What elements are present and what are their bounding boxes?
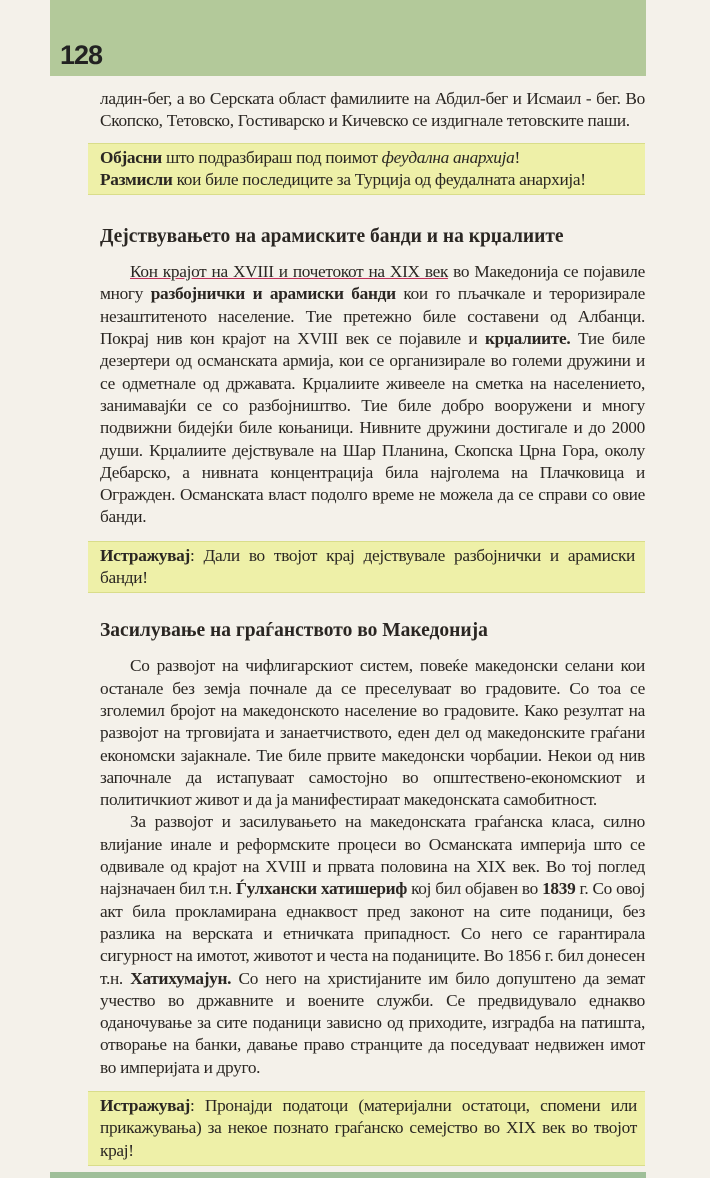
text-span: г. Со овој акт била прокламирана еднаквост пред законот на сите поданици, без разлика на верската и етничката припадност. Со него се гарантирала сигурност на имотот, животот и честа на поданиците. Во 1856 г. бил донесен т.н. [100, 879, 646, 988]
think-text: кои биле последиците за Турција од феудалната анархија! [172, 169, 586, 189]
think-line [100, 169, 635, 191]
bourgeoisie-paragraphs [100, 655, 645, 1079]
section-heading-bourgeoisie: Засилување на граѓанството во Македонија [100, 620, 488, 642]
research-text: : Дали во твојот крај дејствувале разбојнички и арамиски банди! [100, 545, 635, 588]
research-text: : Пронајди податоци (материјални остатоци, спомени или прикажувања) за некое познато граѓанско семејство во XIX век во твојот крај! [100, 1095, 637, 1160]
bold-term: разбојнички и арамиски банди [150, 284, 396, 304]
text-span: Тие биле дезертери од османската армија, кои се организирале во големи дружини и се одметнале од државата. Крџалиите живееле на сметка на населението, занимавајќи се со разбојништво. Тие биле добро вооружени и многу подвижни бидејќи биле коњаници. Нивните дружини достигале и до 2000 души. Крџалиите дејствувале на Шар Планина, Скопска Црна Гора, околу Дебарско, а нивната концентрација била најголема на Плачковица и Огражден. Османската власт подолго време не можела да се справи со овие банди. [100, 329, 645, 527]
text-span: За развојот и засилувањето на македонската граѓанска класа, силно влијание инале и реформските процеси во Османската империја што се одвивале од крајот на XVIII и првата половина на XIX век. Во тој поглед најзначаен бил т.н. [100, 812, 645, 899]
intro-text: ладин-бег, а во Серската област фамилиите на Абдил-бег и Исмаил - бег. Во Скопско, Тетовско, Гостиварско и Кичевско се издигнале тетовските паши. [100, 89, 645, 131]
text-span: кој бил објавен во [407, 879, 543, 899]
think-label: Размисли [100, 169, 173, 189]
header-band [50, 0, 646, 76]
exercise-box-research-2 [88, 1091, 645, 1166]
bold-term: крџалиите. [485, 329, 571, 349]
bands-paragraph [100, 261, 645, 529]
section-heading-bands: Дејствувањето на арамиските банди и на крџалиите [100, 226, 564, 248]
footer-band [50, 1172, 646, 1178]
exercise-box-research-1 [88, 541, 645, 594]
underlined-text: Кон крајот на XVIII и почетокот на XIX век [130, 262, 449, 282]
paragraph: Со развојот на чифлигарскиот систем, повеќе македонски селани кои останале без земја почнале да се преселуваат во градовите. Со тоа се зголемил бројот на македонското население во градовите. Како резултат на развојот на трговијата и занаетчиството, еден дел од македонските граѓани економски зајакнале. Тие биле првите македонски чорбаџии. Некои од нив започнале да истапуваат самостојно во општествено-економскиот и политичкиот живот и да ја манифестираат македонската самобитност. [100, 656, 645, 810]
bold-term: Ѓулхански хатишериф [235, 879, 407, 899]
text-span: Со него на христијаните им било допуштено да земат учество во државните и воените служби. Се предвидувало еднакво оданочување за сите поданици зависно од приходите, изградба на патишта, отворање на банки, давање право странците да поседуваат недвижен имот во империјата и друго. [100, 968, 645, 1077]
exercise-box-explain [88, 143, 645, 196]
intro-paragraph [100, 88, 645, 133]
explain-text: што подразбираш под поимот [161, 147, 382, 167]
research-label: Истражувај [100, 1095, 190, 1115]
research-label: Истражувај [100, 545, 190, 565]
paragraph [100, 811, 645, 1079]
text-span: кои го пљачкале и тероризирале незаштитеното население. Тие претежно биле составени од Албанци. Покрај нив кон крајот на XVIII век се појавиле и [100, 284, 645, 349]
text-span: во Македонија се појавиле многу [100, 262, 645, 304]
explain-end: ! [514, 147, 520, 167]
paragraph [100, 261, 645, 529]
bold-term: Хатихумајун. [130, 968, 232, 988]
explain-line [100, 147, 635, 169]
page-number: 128 [60, 40, 103, 70]
bold-year: 1839 [542, 879, 576, 899]
explain-term: феудална анархија [381, 147, 515, 167]
explain-label: Објасни [100, 147, 162, 167]
